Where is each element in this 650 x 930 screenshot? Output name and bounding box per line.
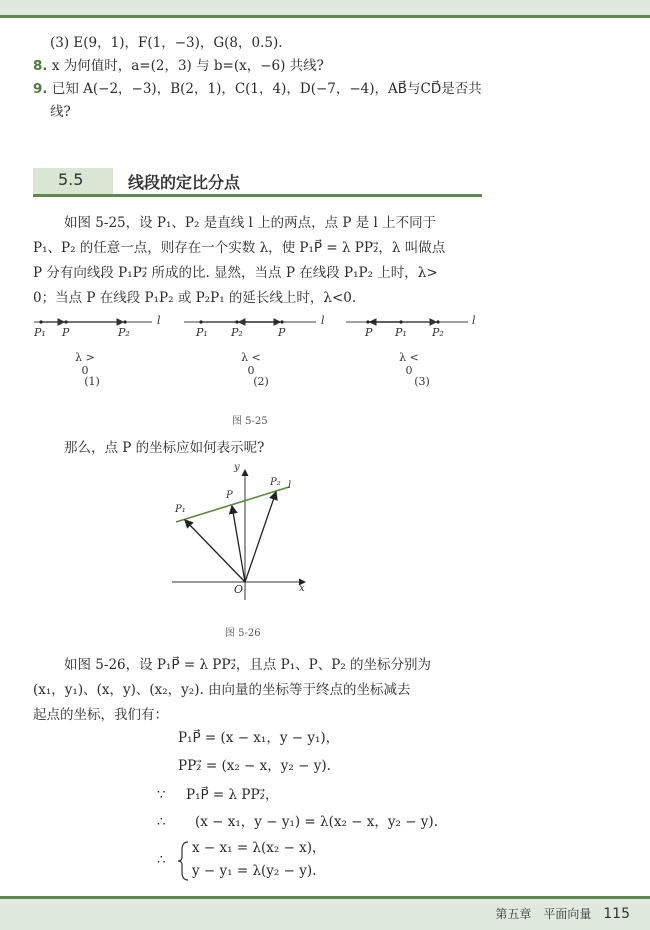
point-p-label: P bbox=[226, 490, 233, 501]
paragraph-2-line-3: 起点的坐标，我们有： bbox=[33, 707, 168, 723]
y-axis-label: y bbox=[234, 462, 240, 473]
diagram-1-index: (1) bbox=[84, 375, 100, 388]
therefore-symbol-2: ∴ bbox=[157, 852, 166, 868]
line-l-label: l bbox=[288, 480, 292, 491]
equation-1: P₁P⃗ = (x − x₁，y − y₁)， bbox=[178, 730, 340, 746]
paragraph-1-line-4: 0；当点 P 在线段 P₁P₂ 或 P₂P₁ 的延长线上时，λ<0. bbox=[33, 290, 357, 306]
diagram-3-label-p: P bbox=[365, 326, 373, 339]
diagram-3-condition: λ < 0 bbox=[399, 351, 419, 377]
exercise-7-part-3: (3) E(9，1)，F(1，−3)，G(8，0.5). bbox=[50, 35, 283, 51]
section-number: 5.5 bbox=[58, 170, 84, 189]
footer-chapter: 第五章 平面向量 bbox=[495, 907, 592, 921]
system-brace bbox=[176, 840, 190, 882]
question-text: 那么，点 P 的坐标应如何表示呢? bbox=[64, 440, 265, 456]
exercise-9-number: 9. bbox=[33, 81, 48, 97]
diagram-3-label-l: l bbox=[472, 314, 476, 327]
diagram-1-label-p: P bbox=[62, 326, 70, 339]
exercise-8-number: 8. bbox=[33, 58, 48, 74]
equation-5b: y − y₁ = λ(y₂ − y). bbox=[192, 863, 317, 879]
figure-5-26-caption: 图 5-26 bbox=[225, 628, 261, 639]
diagram-1-label-p2: P₂ bbox=[118, 326, 130, 339]
paragraph-2-line-1: 如图 5-26，设 P₁P⃗ = λ PP₂⃗，且点 P₁、P、P₂ 的坐标分别为 bbox=[64, 657, 432, 673]
diagram-2-label-p1: P₁ bbox=[196, 326, 208, 339]
diagram-1-label-p1: P₁ bbox=[34, 326, 46, 339]
figure-5-25-caption: 图 5-25 bbox=[232, 416, 268, 427]
page-number: 115 bbox=[603, 906, 630, 922]
exercise-9-text: 已知 A(−2，−3)，B(2，1)，C(1，4)，D(−7，−4)，AB⃗与CD⃗是否共 bbox=[51, 81, 482, 97]
paragraph-1-line-3: P 分有向线段 P₁P₂⃗ 所成的比. 显然，当点 P 在线段 P₁P₂ 上时，λ> bbox=[33, 265, 438, 281]
diagram-2-condition: λ < 0 bbox=[241, 351, 261, 377]
equation-2: PP₂⃗ = (x₂ − x，y₂ − y). bbox=[178, 758, 331, 774]
point-p1-label: P₁ bbox=[175, 504, 186, 515]
diagram-2-index: (2) bbox=[253, 375, 269, 388]
diagram-3-index: (3) bbox=[414, 375, 430, 388]
paragraph-1-line-2: P₁、P₂ 的任意一点，则存在一个实数 λ，使 P₁P⃗ = λ PP₂⃗，λ 叫做点 bbox=[33, 240, 446, 256]
diagram-1-condition: λ > 0 bbox=[75, 351, 95, 377]
diagram-2-label-l: l bbox=[321, 314, 325, 327]
paragraph-2-line-2: (x₁，y₁)、(x，y)、(x₂，y₂). 由向量的坐标等于终点的坐标减去 bbox=[33, 682, 411, 698]
footer bbox=[495, 905, 630, 922]
diagram-2-label-p: P bbox=[278, 326, 286, 339]
equation-4: (x − x₁，y − y₁) = λ(x₂ − x，y₂ − y). bbox=[195, 814, 438, 830]
exercise-8-text: x 为何值时，a=(2，3) 与 b=(x，−6) 共线? bbox=[51, 58, 324, 74]
equation-5a: x − x₁ = λ(x₂ − x)， bbox=[192, 840, 326, 856]
diagram-2-label-p2: P₂ bbox=[231, 326, 243, 339]
section-title: 线段的定比分点 bbox=[128, 173, 241, 192]
because-symbol: ∵ bbox=[157, 787, 166, 803]
exercise-9-continuation: 线? bbox=[50, 104, 71, 120]
diagram-3-label-p1: P₁ bbox=[395, 326, 407, 339]
vector-op2 bbox=[245, 492, 276, 582]
paragraph-1-line-1: 如图 5-25，设 P₁、P₂ 是直线 l 上的两点，点 P 是 l 上不同于 bbox=[64, 215, 437, 231]
diagram-1-label-l: l bbox=[157, 314, 161, 327]
equation-3: P₁P⃗ = λ PP₂⃗， bbox=[186, 787, 279, 803]
diagram-3-label-p2: P₂ bbox=[432, 326, 444, 339]
point-p2-label: P₂ bbox=[270, 477, 281, 488]
origin-label: O bbox=[234, 583, 244, 596]
x-axis-label: x bbox=[299, 583, 305, 594]
therefore-symbol-1: ∴ bbox=[157, 814, 166, 830]
